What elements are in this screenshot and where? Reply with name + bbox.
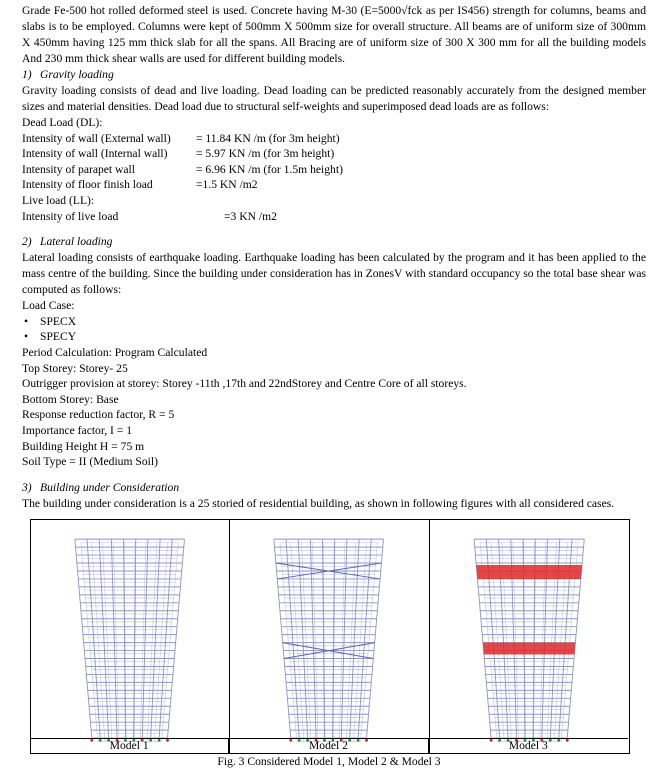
- gravity-heading: [22, 67, 646, 83]
- models-figure: [30, 519, 630, 754]
- model-1-caption: Model 1: [30, 739, 229, 753]
- live-load-row: [22, 209, 646, 225]
- lateral-heading-title: Lateral loading: [40, 235, 113, 249]
- model-3-caption: Model 3: [508, 739, 548, 752]
- dead-load-title: Dead Load (DL):: [22, 116, 103, 129]
- parameter-line: Response reduction factor, R = 5: [22, 408, 175, 422]
- dead-load-label: Intensity of floor finish load: [22, 178, 153, 192]
- parameter-line: Bottom Storey: Base: [22, 392, 119, 406]
- figure-caption: Fig. 3 Considered Model 1, Model 2 & Model 3: [217, 755, 441, 768]
- model-3-drawing: [430, 520, 629, 753]
- load-case-title: Load Case:: [22, 299, 75, 313]
- model-2-drawing: [230, 520, 428, 753]
- parameter-line: Top Storey: Storey- 25: [22, 361, 128, 375]
- dead-load-label: Intensity of wall (Internal wall): [22, 147, 168, 161]
- parameter-line: Soil Type = II (Medium Soil): [22, 455, 158, 469]
- building-heading: [22, 480, 646, 496]
- paper-page: [22, 3, 646, 512]
- outrigger-band: [476, 565, 582, 579]
- list-item: [22, 329, 646, 345]
- parameter-line: Period Calculation: Program Calculated: [22, 345, 208, 359]
- dead-load-value: = 5.97 KN /m (for 3m height): [196, 147, 335, 161]
- dead-load-row: [22, 131, 646, 147]
- model-2-caption: Model 2: [229, 739, 428, 753]
- live-load-label: Intensity of live load: [22, 209, 119, 223]
- intro-paragraph: Grade Fe-500 hot rolled deformed steel is used. Concrete having M-30 (E=5000√fck as per IS456) strength for columns, beams and slabs is to be employed. Columns were kept of 500mm X 500mm size for overall structure. All beams are of uniform size of 300mm X 450mm having 125 mm thick slab for all the spans. All Bracing are of uniform size of 300 X 300 mm for all the building models And 230 mm thick shear walls are used for different building models.: [22, 4, 646, 65]
- lateral-heading: [22, 234, 646, 250]
- gravity-paragraph: Gravity loading consists of dead and live loading. Dead loading can be predicted reasonably accurately from the designed member sizes and material densities. Dead load due to structural self-weights and superimposed dead loads are as follows:: [22, 84, 646, 113]
- dead-load-label: Intensity of parapet wall: [22, 162, 135, 176]
- model-2-cell: [230, 520, 429, 753]
- model-3-cell: [430, 520, 629, 753]
- outrigger-band: [483, 643, 575, 655]
- load-case-label: SPECX: [40, 314, 77, 328]
- dead-load-value: = 11.84 KN /m (for 3m height): [196, 131, 340, 145]
- bullet-icon: •: [24, 314, 29, 328]
- lateral-heading-number: 2): [22, 235, 32, 249]
- parameter-line: Importance factor, I = 1: [22, 423, 133, 437]
- building-paragraph: The building under consideration is a 25 storied of residential building, as shown in following figures with all considered cases.: [22, 496, 615, 510]
- lateral-paragraph: Lateral loading consists of earthquake loading. Earthquake loading has been calculated by the program and it has been applied to the mass centre of the building. Since the building under consideration has in ZonesV with standard occupancy so the total base shear was computed as follows:: [22, 251, 646, 297]
- dead-load-value: = 6.96 KN /m (for 1.5m height): [196, 162, 343, 176]
- parameter-line: Outrigger provision at storey: Storey -11th ,17th and 22ndStorey and Centre Core of all storeys.: [22, 377, 467, 391]
- parameter-line: Building Height H = 75 m: [22, 439, 145, 453]
- model-1-drawing: [31, 520, 229, 753]
- building-heading-title: Building under Consideration: [40, 480, 180, 494]
- list-item: [22, 314, 646, 330]
- gravity-heading-number: 1): [22, 68, 32, 81]
- dead-load-row: [22, 177, 646, 193]
- building-heading-number: 3): [22, 480, 32, 494]
- dead-load-row: [22, 162, 646, 178]
- dead-load-value: =1.5 KN /m2: [196, 178, 258, 192]
- gravity-heading-title: Gravity loading: [40, 68, 114, 81]
- bullet-icon: •: [24, 330, 29, 344]
- dead-load-row: [22, 146, 646, 162]
- model-caption-row: [30, 738, 628, 753]
- dead-load-label: Intensity of wall (External wall): [22, 131, 171, 145]
- live-load-title: Live load (LL):: [22, 193, 95, 207]
- load-case-label: SPECY: [40, 330, 77, 344]
- live-load-value: =3 KN /m2: [224, 209, 277, 223]
- model-1-cell: [31, 520, 230, 753]
